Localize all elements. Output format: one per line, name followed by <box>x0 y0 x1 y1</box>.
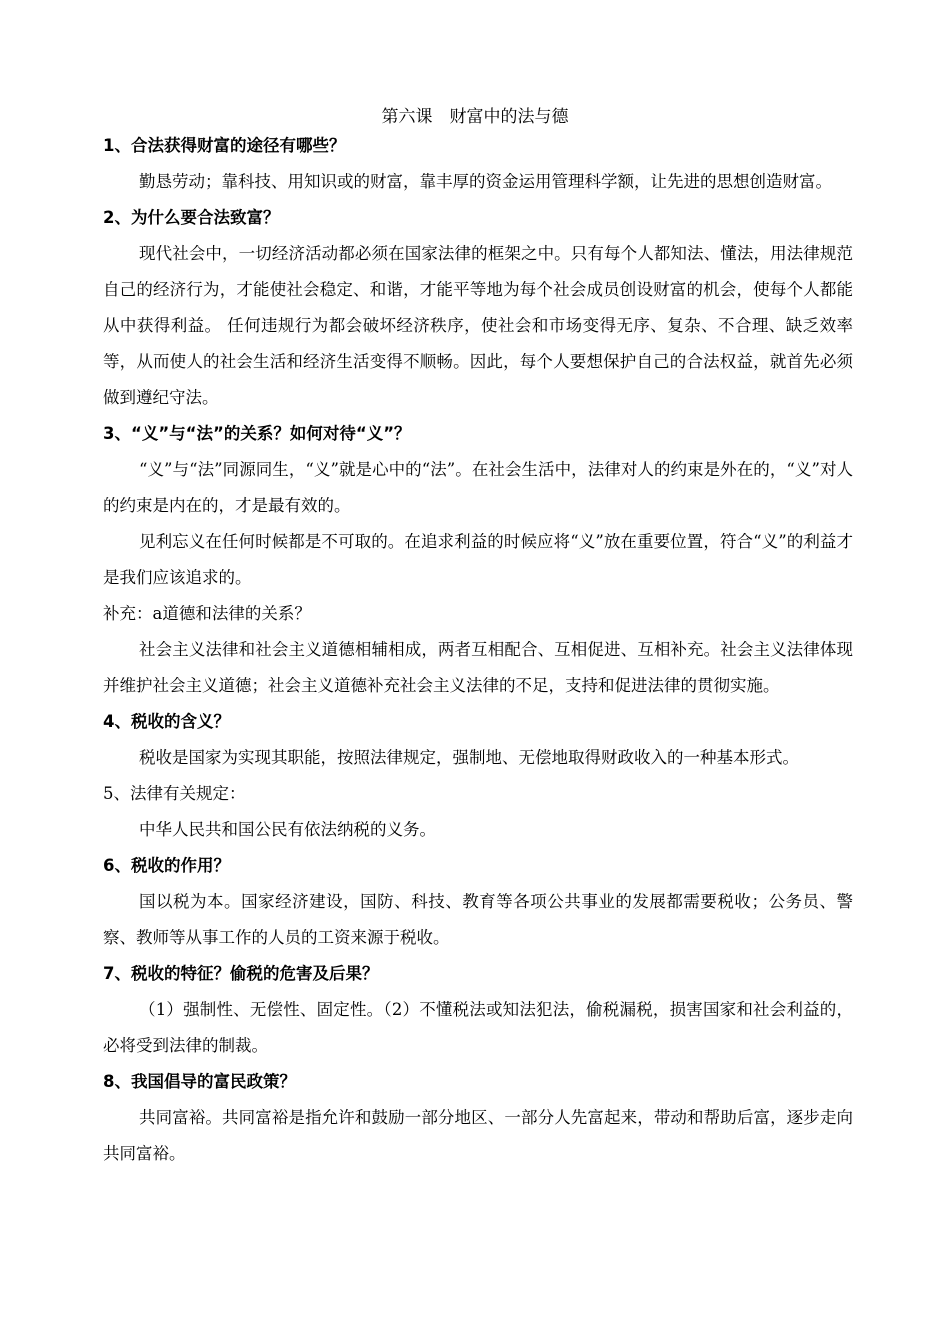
section-supplement <box>103 596 853 704</box>
answer-paragraph: 见利忘义在任何时候都是不可取的。在追求利益的时候应将“义”放在重要位置，符合“义”的利益才是我们应该追求的。 <box>103 532 853 587</box>
question-heading: 6、税收的作用？ <box>103 856 230 875</box>
answer-paragraph: 税收是国家为实现其职能，按照法律规定，强制地、无偿地取得财政收入的一种基本形式。 <box>139 748 799 767</box>
section-8 <box>103 1064 853 1172</box>
document-body <box>103 128 853 1172</box>
question-heading: 3、“义”与“法”的关系？如何对待“义”？ <box>103 424 411 443</box>
answer-paragraph: 现代社会中，一切经济活动都必须在国家法律的框架之中。只有每个人都知法、懂法，用法律规范自己的经济行为，才能使社会稳定、和谐，才能平等地为每个社会成员创设财富的机会，使每个人都能从中获得利益。 任何违规行为都会破坏经济秩序，使社会和市场变得无序、复杂、不合理、缺乏效率等，从而使人的社会生活和经济生活变得不顺畅。因此，每个人要想保护自己的合法权益，就首先必须做到遵纪守法。 <box>103 244 853 407</box>
page-title: 第六课 财富中的法与德 <box>381 107 569 127</box>
answer-paragraph: 中华人民共和国公民有依法纳税的义务。 <box>139 820 436 839</box>
section-5 <box>103 776 853 848</box>
answer-paragraph: 国以税为本。国家经济建设，国防、科技、教育等各项公共事业的发展都需要税收；公务员、警察、教师等从事工作的人员的工资来源于税收。 <box>103 892 853 947</box>
answer-paragraph: 勤恳劳动；靠科技、用知识或的财富，靠丰厚的资金运用管理科学额，让先进的思想创造财富。 <box>139 172 832 191</box>
question-heading: 8、我国倡导的富民政策？ <box>103 1072 296 1091</box>
question-heading: 7、税收的特征？偷税的危害及后果？ <box>103 964 379 983</box>
answer-paragraph: （1）强制性、无偿性、固定性。（2）不懂税法或知法犯法，偷税漏税，损害国家和社会利益的，必将受到法律的制裁。 <box>103 1000 853 1055</box>
section-6 <box>103 848 853 956</box>
section-1 <box>103 128 853 200</box>
answer-paragraph: 社会主义法律和社会主义道德相辅相成，两者互相配合、互相促进、互相补充。社会主义法律体现并维护社会主义道德；社会主义道德补充社会主义法律的不足，支持和促进法律的贯彻实施。 <box>103 640 853 695</box>
answer-paragraph: “义”与“法”同源同生，“义”就是心中的“法”。在社会生活中，法律对人的约束是外在的，“义”对人的约束是内在的，才是最有效的。 <box>103 460 853 515</box>
question-heading: 5、法律有关规定： <box>103 784 246 803</box>
section-4 <box>103 704 853 776</box>
section-3 <box>103 416 853 596</box>
supplement-heading: 补充：a道德和法律的关系？ <box>103 604 311 623</box>
section-7 <box>103 956 853 1064</box>
section-2 <box>103 200 853 416</box>
question-heading: 1、合法获得财富的途径有哪些？ <box>103 136 346 155</box>
answer-paragraph: 共同富裕。共同富裕是指允许和鼓励一部分地区、一部分人先富起来，带动和帮助后富，逐步走向共同富裕。 <box>103 1108 853 1163</box>
question-heading: 2、为什么要合法致富？ <box>103 208 280 227</box>
question-heading: 4、税收的含义？ <box>103 712 230 731</box>
